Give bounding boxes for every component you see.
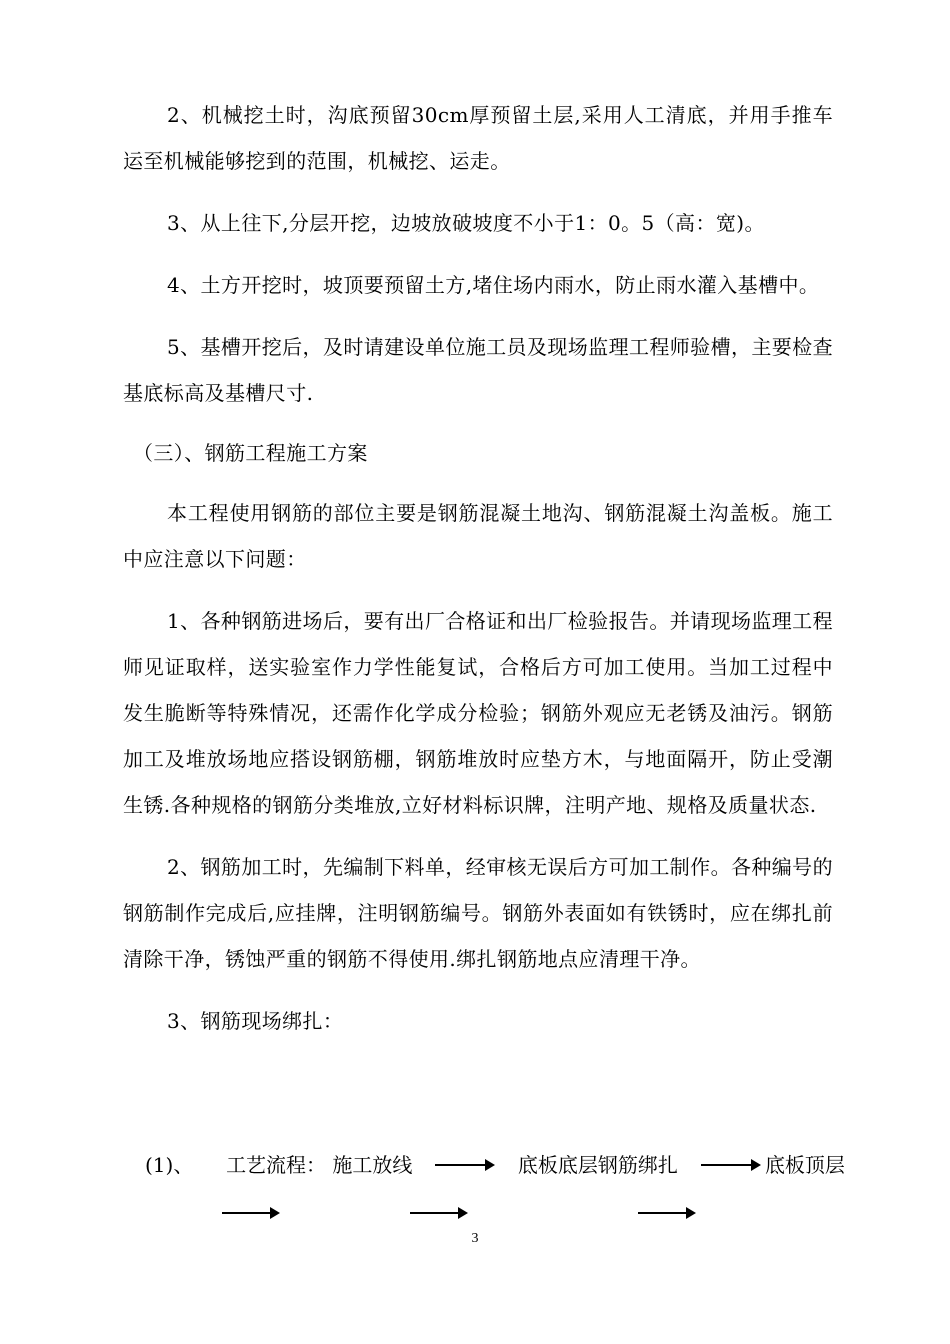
paragraph-excavation-5: 5、基槽开挖后，及时请建设单位施工员及现场监理工程师验槽，主要检查基底标高及基槽尺寸. bbox=[123, 335, 833, 405]
section-heading-rebar: （三）、钢筋工程施工方案 bbox=[133, 441, 368, 465]
paragraph-excavation-3: 3、从上往下,分层开挖，边坡放破坡度不小于1：0。5（高：宽)。 bbox=[167, 211, 765, 235]
flow-step-1: 施工放线 bbox=[332, 1152, 413, 1177]
flow-label: 工艺流程： bbox=[226, 1152, 327, 1177]
paragraph-excavation-2: 2、机械挖土时，沟底预留30cm厚预留土层,采用人工清底，并用手推车运至机械能够挖到的范围，机械挖、运走。 bbox=[123, 103, 833, 173]
paragraph-rebar-3: 3、钢筋现场绑扎： bbox=[167, 1009, 344, 1033]
paragraph-excavation-4: 4、土方开挖时，坡顶要预留土方,堵住场内雨水，防止雨水灌入基槽中。 bbox=[167, 273, 820, 297]
flow-step-3: 底板顶层 bbox=[764, 1152, 845, 1177]
paragraph-rebar-intro: 本工程使用钢筋的部位主要是钢筋混凝土地沟、钢筋混凝土沟盖板。施工中应注意以下问题： bbox=[123, 501, 833, 571]
process-flow-line bbox=[145, 1140, 845, 1188]
flow-arrow-icon bbox=[222, 1212, 278, 1214]
flow-prefix: (1)、 bbox=[145, 1152, 194, 1177]
flow-step-2: 底板底层钢筋绑扎 bbox=[517, 1152, 678, 1177]
paragraph-rebar-2: 2、钢筋加工时，先编制下料单，经审核无误后方可加工制作。各种编号的钢筋制作完成后,应挂牌，注明钢筋编号。钢筋外表面如有铁锈时，应在绑扎前清除干净，锈蚀严重的钢筋不得使用.绑扎钢筋地点应清理干净。 bbox=[123, 855, 833, 971]
flow-arrow-icon bbox=[410, 1212, 466, 1214]
paragraph-rebar-1: 1、各种钢筋进场后，要有出厂合格证和出厂检验报告。并请现场监理工程师见证取样，送实验室作力学性能复试，合格后方可加工使用。当加工过程中发生脆断等特殊情况，还需作化学成分检验；钢筋外观应无老锈及油污。钢筋加工及堆放场地应搭设钢筋棚，钢筋堆放时应垫方木，与地面隔开，防止受潮生锈.各种规格的钢筋分类堆放,立好材料标识牌，注明产地、规格及质量状态. bbox=[123, 609, 833, 817]
flow-arrow-icon bbox=[638, 1212, 694, 1214]
body-text bbox=[123, 92, 833, 1044]
page-number: 3 bbox=[471, 1231, 479, 1246]
flow-arrow-icon bbox=[435, 1164, 493, 1166]
flow-arrow-icon bbox=[701, 1164, 759, 1166]
